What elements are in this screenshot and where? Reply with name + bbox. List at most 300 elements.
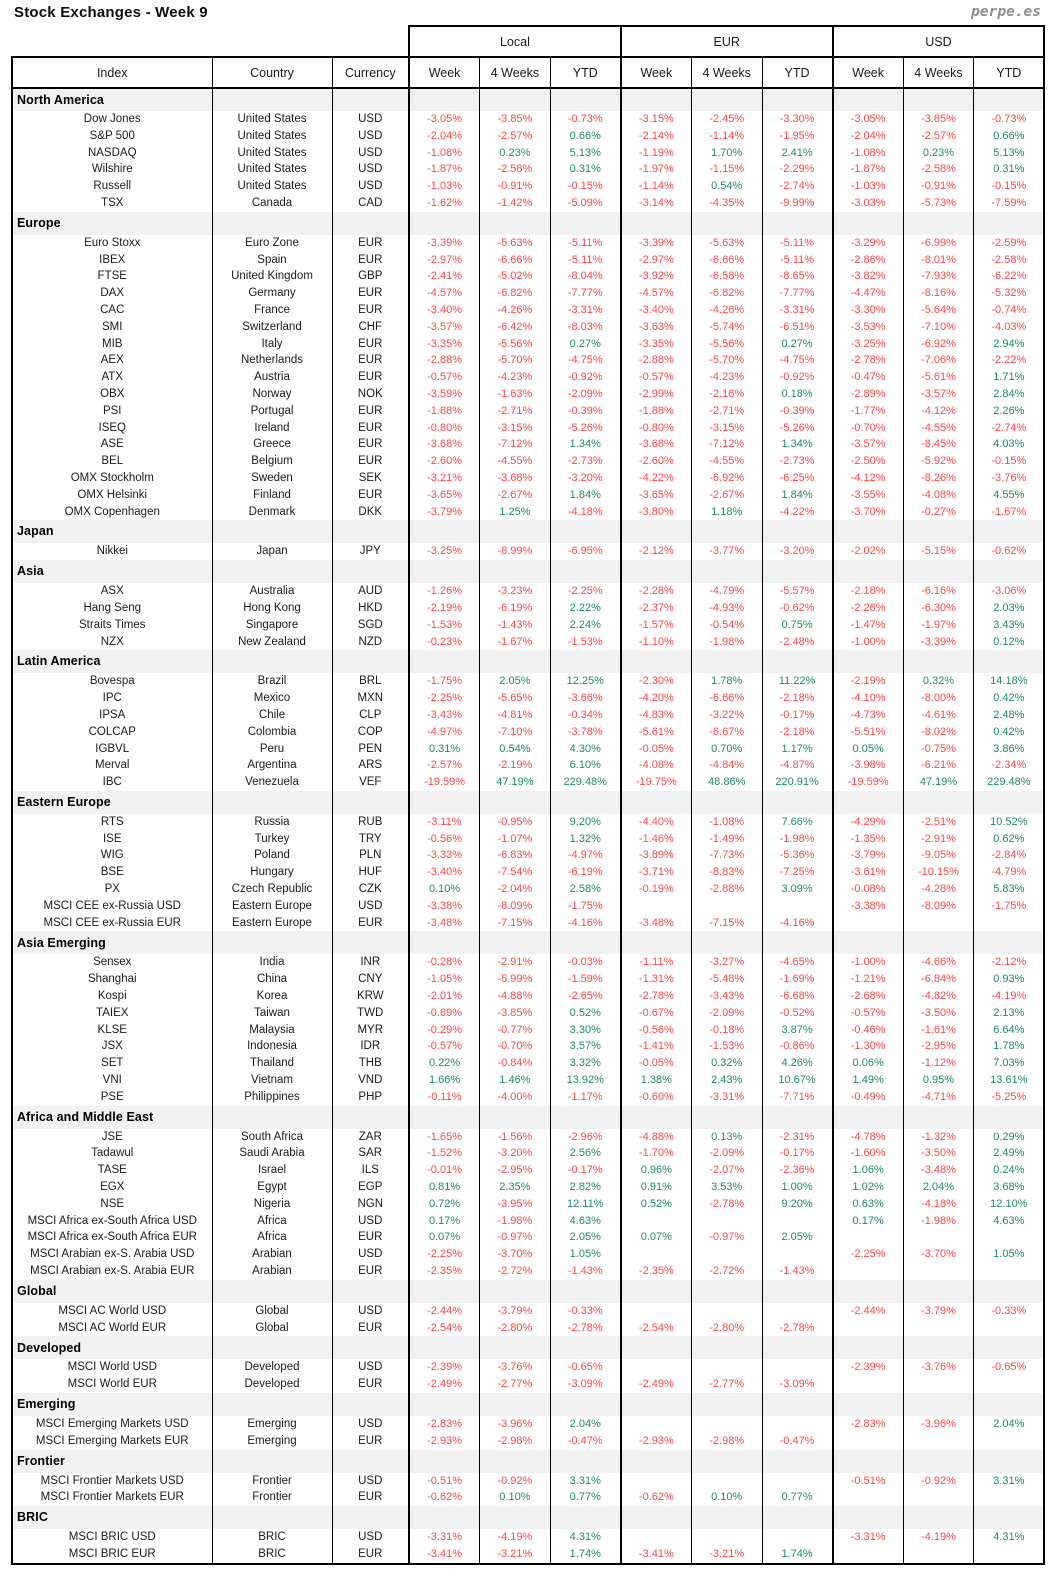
- value-cell: -3.80%: [621, 504, 692, 521]
- column-header-week-local: Week: [409, 57, 480, 88]
- value-cell: -3.21%: [691, 1546, 762, 1564]
- value-cell: -0.52%: [762, 1005, 833, 1022]
- index-cell: KLSE: [12, 1022, 212, 1039]
- country-cell: Brazil: [212, 673, 332, 690]
- value-cell: -6.22%: [974, 268, 1045, 285]
- value-cell: -2.31%: [762, 1129, 833, 1146]
- value-cell: -7.77%: [550, 285, 621, 302]
- value-cell: 12.25%: [550, 673, 621, 690]
- table-row: [12, 583, 1044, 600]
- value-cell: 2.94%: [974, 336, 1045, 353]
- section-fill-cell: [212, 1450, 332, 1473]
- value-cell: -2.09%: [550, 386, 621, 403]
- value-cell: -5.70%: [691, 352, 762, 369]
- value-cell: -7.15%: [480, 915, 551, 932]
- value-cell: -3.85%: [480, 111, 551, 128]
- value-cell: -3.05%: [833, 111, 904, 128]
- value-cell: -4.55%: [691, 453, 762, 470]
- value-cell: [762, 1359, 833, 1376]
- table-row: [12, 1196, 1044, 1213]
- currency-cell: SEK: [332, 470, 409, 487]
- value-cell: 0.62%: [974, 831, 1045, 848]
- value-cell: [903, 1433, 974, 1450]
- value-cell: -2.45%: [691, 111, 762, 128]
- value-cell: -3.76%: [480, 1359, 551, 1376]
- value-cell: -9.99%: [762, 195, 833, 212]
- value-cell: 0.07%: [409, 1229, 480, 1246]
- value-cell: -6.21%: [903, 757, 974, 774]
- index-cell: VNI: [12, 1072, 212, 1089]
- value-cell: 13.61%: [974, 1072, 1045, 1089]
- value-cell: -0.17%: [762, 707, 833, 724]
- value-cell: -2.12%: [974, 954, 1045, 971]
- section-fill-cell: [762, 212, 833, 235]
- value-cell: -0.95%: [480, 814, 551, 831]
- table-row: [12, 1246, 1044, 1263]
- section-fill-cell: [903, 1450, 974, 1473]
- value-cell: -6.83%: [480, 847, 551, 864]
- value-cell: -3.09%: [550, 1376, 621, 1393]
- section-fill-cell: [621, 520, 692, 543]
- value-cell: -3.38%: [409, 898, 480, 915]
- value-cell: 229.48%: [550, 774, 621, 791]
- value-cell: -2.35%: [621, 1263, 692, 1280]
- section-fill-cell: [903, 1506, 974, 1529]
- section-fill-cell: [480, 560, 551, 583]
- value-cell: -10.15%: [903, 864, 974, 881]
- section-fill-cell: [212, 1336, 332, 1359]
- value-cell: 1.18%: [691, 504, 762, 521]
- value-cell: -1.62%: [409, 195, 480, 212]
- value-cell: [833, 1320, 904, 1337]
- value-cell: 1.25%: [480, 504, 551, 521]
- country-cell: Africa: [212, 1213, 332, 1230]
- value-cell: -1.98%: [480, 1213, 551, 1230]
- index-cell: MSCI Emerging Markets USD: [12, 1416, 212, 1433]
- value-cell: -3.29%: [833, 235, 904, 252]
- index-cell: ISE: [12, 831, 212, 848]
- value-cell: -6.16%: [903, 583, 974, 600]
- value-cell: -3.09%: [762, 1376, 833, 1393]
- value-cell: -1.67%: [480, 634, 551, 651]
- country-cell: Frontier: [212, 1473, 332, 1490]
- value-cell: [691, 1303, 762, 1320]
- value-cell: -2.57%: [903, 128, 974, 145]
- currency-cell: ZAR: [332, 1129, 409, 1146]
- value-cell: 0.07%: [621, 1229, 692, 1246]
- currency-cell: PEN: [332, 741, 409, 758]
- section-fill-cell: [480, 1506, 551, 1529]
- value-cell: -2.77%: [691, 1376, 762, 1393]
- value-cell: -0.97%: [691, 1229, 762, 1246]
- value-cell: -5.64%: [903, 302, 974, 319]
- value-cell: -1.17%: [550, 1089, 621, 1106]
- value-cell: -2.88%: [409, 352, 480, 369]
- value-cell: -1.63%: [480, 386, 551, 403]
- value-cell: -4.16%: [762, 915, 833, 932]
- value-cell: -3.70%: [833, 504, 904, 521]
- value-cell: -4.19%: [974, 988, 1045, 1005]
- value-cell: -0.56%: [621, 1022, 692, 1039]
- value-cell: -8.65%: [762, 268, 833, 285]
- value-cell: -1.98%: [903, 1213, 974, 1230]
- value-cell: -3.61%: [833, 864, 904, 881]
- value-cell: -2.51%: [903, 814, 974, 831]
- value-cell: -4.82%: [903, 988, 974, 1005]
- table-row: [12, 319, 1044, 336]
- currency-cell: EUR: [332, 403, 409, 420]
- value-cell: -1.26%: [409, 583, 480, 600]
- value-cell: -0.74%: [974, 302, 1045, 319]
- currency-cell: EUR: [332, 235, 409, 252]
- value-cell: -1.97%: [621, 161, 692, 178]
- section-fill-cell: [974, 1280, 1045, 1303]
- currency-cell: USD: [332, 178, 409, 195]
- section-fill-cell: [480, 1106, 551, 1129]
- value-cell: 0.23%: [480, 145, 551, 162]
- value-cell: -2.73%: [762, 453, 833, 470]
- value-cell: 3.31%: [550, 1473, 621, 1490]
- value-cell: 2.26%: [974, 403, 1045, 420]
- value-cell: [621, 1246, 692, 1263]
- value-cell: -0.17%: [550, 1162, 621, 1179]
- value-cell: -4.23%: [691, 369, 762, 386]
- table-row: [12, 1038, 1044, 1055]
- country-cell: Singapore: [212, 617, 332, 634]
- value-cell: -0.23%: [409, 634, 480, 651]
- section-fill-cell: [762, 1506, 833, 1529]
- value-cell: -0.29%: [409, 1022, 480, 1039]
- value-cell: -0.08%: [833, 881, 904, 898]
- section-fill-cell: [212, 1280, 332, 1303]
- country-cell: South Africa: [212, 1129, 332, 1146]
- value-cell: -2.18%: [762, 724, 833, 741]
- value-cell: -2.25%: [409, 1246, 480, 1263]
- value-cell: -4.57%: [621, 285, 692, 302]
- value-cell: -4.61%: [903, 707, 974, 724]
- country-cell: Italy: [212, 336, 332, 353]
- value-cell: -2.96%: [550, 1129, 621, 1146]
- value-cell: -6.92%: [691, 470, 762, 487]
- section-fill-cell: [903, 560, 974, 583]
- value-cell: 0.31%: [409, 741, 480, 758]
- country-cell: Ireland: [212, 420, 332, 437]
- section-fill-cell: [332, 1336, 409, 1359]
- value-cell: -6.84%: [903, 971, 974, 988]
- table-row: [12, 1263, 1044, 1280]
- section-fill-cell: [974, 1393, 1045, 1416]
- value-cell: [974, 1489, 1045, 1506]
- section-fill-cell: [974, 1506, 1045, 1529]
- value-cell: -2.44%: [409, 1303, 480, 1320]
- value-cell: -3.22%: [691, 707, 762, 724]
- value-cell: -0.28%: [409, 954, 480, 971]
- value-cell: -3.53%: [833, 319, 904, 336]
- section-fill-cell: [833, 1393, 904, 1416]
- value-cell: 0.32%: [903, 673, 974, 690]
- index-cell: MSCI Frontier Markets EUR: [12, 1489, 212, 1506]
- currency-cell: JPY: [332, 543, 409, 560]
- value-cell: -2.25%: [550, 583, 621, 600]
- section-fill-cell: [903, 1336, 974, 1359]
- value-cell: [974, 915, 1045, 932]
- value-cell: -0.19%: [621, 881, 692, 898]
- index-cell: MSCI World USD: [12, 1359, 212, 1376]
- value-cell: 0.24%: [974, 1162, 1045, 1179]
- currency-cell: NOK: [332, 386, 409, 403]
- value-cell: [833, 1376, 904, 1393]
- value-cell: -0.39%: [550, 403, 621, 420]
- value-cell: -0.15%: [974, 453, 1045, 470]
- section-fill-cell: [550, 1106, 621, 1129]
- value-cell: -5.11%: [550, 235, 621, 252]
- value-cell: -4.28%: [903, 881, 974, 898]
- value-cell: -2.49%: [409, 1376, 480, 1393]
- value-cell: -2.77%: [480, 1376, 551, 1393]
- section-fill-cell: [332, 791, 409, 814]
- value-cell: 2.82%: [550, 1179, 621, 1196]
- value-cell: -0.33%: [550, 1303, 621, 1320]
- value-cell: -2.83%: [833, 1416, 904, 1433]
- value-cell: -7.10%: [903, 319, 974, 336]
- value-cell: -0.89%: [409, 1005, 480, 1022]
- value-cell: 0.29%: [974, 1129, 1045, 1146]
- value-cell: -6.99%: [903, 235, 974, 252]
- value-cell: -2.89%: [833, 386, 904, 403]
- index-cell: TSX: [12, 195, 212, 212]
- value-cell: -3.31%: [691, 1089, 762, 1106]
- value-cell: -2.68%: [833, 988, 904, 1005]
- value-cell: 0.54%: [480, 741, 551, 758]
- value-cell: -8.16%: [903, 285, 974, 302]
- value-cell: -4.26%: [691, 302, 762, 319]
- value-cell: -0.56%: [409, 831, 480, 848]
- value-cell: -3.96%: [903, 1416, 974, 1433]
- section-fill-cell: [691, 1506, 762, 1529]
- value-cell: -4.35%: [691, 195, 762, 212]
- table-row: [12, 971, 1044, 988]
- currency-cell: EUR: [332, 336, 409, 353]
- value-cell: -3.40%: [409, 302, 480, 319]
- currency-cell: USD: [332, 128, 409, 145]
- section-title: Japan: [12, 520, 212, 543]
- value-cell: 7.03%: [974, 1055, 1045, 1072]
- value-cell: -4.55%: [480, 453, 551, 470]
- value-cell: -5.63%: [691, 235, 762, 252]
- table-row: [12, 145, 1044, 162]
- value-cell: -5.09%: [550, 195, 621, 212]
- value-cell: 0.17%: [833, 1213, 904, 1230]
- value-cell: [691, 1473, 762, 1490]
- value-cell: 2.84%: [974, 386, 1045, 403]
- value-cell: -5.26%: [550, 420, 621, 437]
- table-row: [12, 1213, 1044, 1230]
- value-cell: -0.54%: [691, 617, 762, 634]
- section-fill-cell: [332, 1106, 409, 1129]
- section-fill-cell: [550, 791, 621, 814]
- table-row: [12, 1359, 1044, 1376]
- value-cell: 2.13%: [974, 1005, 1045, 1022]
- value-cell: -4.12%: [903, 403, 974, 420]
- section-fill-cell: [409, 1450, 480, 1473]
- value-cell: -6.82%: [691, 285, 762, 302]
- section-fill-cell: [691, 791, 762, 814]
- value-cell: 2.05%: [550, 1229, 621, 1246]
- value-cell: -3.68%: [409, 436, 480, 453]
- section-fill-cell: [550, 931, 621, 954]
- value-cell: -2.25%: [833, 1246, 904, 1263]
- value-cell: -7.77%: [762, 285, 833, 302]
- value-cell: -0.73%: [974, 111, 1045, 128]
- value-cell: -1.07%: [480, 831, 551, 848]
- value-cell: -1.10%: [621, 634, 692, 651]
- country-cell: Hungary: [212, 864, 332, 881]
- value-cell: [621, 1359, 692, 1376]
- value-cell: -1.31%: [621, 971, 692, 988]
- index-cell: MSCI Africa ex-South Africa USD: [12, 1213, 212, 1230]
- currency-cell: EUR: [332, 436, 409, 453]
- index-cell: MSCI Africa ex-South Africa EUR: [12, 1229, 212, 1246]
- section-fill-cell: [833, 88, 904, 111]
- value-cell: -3.76%: [903, 1359, 974, 1376]
- value-cell: 0.18%: [762, 386, 833, 403]
- value-cell: -3.48%: [409, 915, 480, 932]
- value-cell: 0.22%: [409, 1055, 480, 1072]
- section-fill-cell: [621, 650, 692, 673]
- section-fill-cell: [691, 560, 762, 583]
- value-cell: 1.34%: [762, 436, 833, 453]
- value-cell: -1.87%: [409, 161, 480, 178]
- section-title: BRIC: [12, 1506, 212, 1529]
- value-cell: [974, 1433, 1045, 1450]
- value-cell: -6.25%: [762, 470, 833, 487]
- value-cell: -2.78%: [833, 352, 904, 369]
- value-cell: 0.23%: [903, 145, 974, 162]
- section-fill-cell: [409, 1106, 480, 1129]
- value-cell: 0.31%: [550, 161, 621, 178]
- currency-cell: EUR: [332, 252, 409, 269]
- section-fill-cell: [332, 1393, 409, 1416]
- index-cell: Wilshire: [12, 161, 212, 178]
- currency-cell: CHF: [332, 319, 409, 336]
- value-cell: -2.80%: [691, 1320, 762, 1337]
- currency-cell: USD: [332, 145, 409, 162]
- value-cell: [833, 1489, 904, 1506]
- section-fill-cell: [762, 88, 833, 111]
- index-cell: BSE: [12, 864, 212, 881]
- value-cell: -5.56%: [691, 336, 762, 353]
- index-cell: MSCI World EUR: [12, 1376, 212, 1393]
- country-cell: Global: [212, 1303, 332, 1320]
- index-cell: SET: [12, 1055, 212, 1072]
- country-cell: Philippines: [212, 1089, 332, 1106]
- section-fill-cell: [621, 1106, 692, 1129]
- value-cell: -3.25%: [833, 336, 904, 353]
- value-cell: -3.43%: [409, 707, 480, 724]
- section-fill-cell: [550, 1336, 621, 1359]
- section-fill-cell: [974, 212, 1045, 235]
- table-row: [12, 1162, 1044, 1179]
- value-cell: -8.03%: [550, 319, 621, 336]
- value-cell: -1.43%: [550, 1263, 621, 1280]
- section-fill-cell: [480, 88, 551, 111]
- value-cell: -0.17%: [762, 1145, 833, 1162]
- value-cell: -1.19%: [621, 145, 692, 162]
- value-cell: 0.17%: [409, 1213, 480, 1230]
- value-cell: 0.95%: [903, 1072, 974, 1089]
- index-cell: MIB: [12, 336, 212, 353]
- value-cell: -5.99%: [480, 971, 551, 988]
- currency-cell: BRL: [332, 673, 409, 690]
- section-fill-cell: [691, 88, 762, 111]
- value-cell: 0.66%: [974, 128, 1045, 145]
- table-row: [12, 915, 1044, 932]
- section-fill-cell: [480, 520, 551, 543]
- section-header-row: [12, 1393, 1044, 1416]
- section-fill-cell: [332, 212, 409, 235]
- currency-cell: DKK: [332, 504, 409, 521]
- value-cell: [974, 1320, 1045, 1337]
- value-cell: 3.86%: [974, 741, 1045, 758]
- value-cell: -0.15%: [550, 178, 621, 195]
- index-cell: ISEQ: [12, 420, 212, 437]
- value-cell: 2.49%: [974, 1145, 1045, 1162]
- value-cell: 3.09%: [762, 881, 833, 898]
- value-cell: -3.33%: [409, 847, 480, 864]
- section-fill-cell: [621, 1280, 692, 1303]
- table-row: [12, 634, 1044, 651]
- value-cell: -1.53%: [550, 634, 621, 651]
- value-cell: 4.30%: [550, 741, 621, 758]
- value-cell: 2.35%: [480, 1179, 551, 1196]
- index-cell: MSCI Frontier Markets USD: [12, 1473, 212, 1490]
- value-cell: -3.55%: [833, 487, 904, 504]
- value-cell: -3.78%: [550, 724, 621, 741]
- section-fill-cell: [833, 931, 904, 954]
- value-cell: -2.29%: [762, 161, 833, 178]
- value-cell: -3.77%: [691, 543, 762, 560]
- site-logo: perpe.es: [971, 4, 1041, 20]
- value-cell: -3.76%: [974, 470, 1045, 487]
- group-header-local: Local: [409, 26, 621, 57]
- section-title: Asia Emerging: [12, 931, 212, 954]
- value-cell: 0.52%: [550, 1005, 621, 1022]
- currency-cell: KRW: [332, 988, 409, 1005]
- currency-cell: EUR: [332, 453, 409, 470]
- value-cell: 1.46%: [480, 1072, 551, 1089]
- section-fill-cell: [550, 212, 621, 235]
- value-cell: [762, 1303, 833, 1320]
- section-title: Eastern Europe: [12, 791, 212, 814]
- value-cell: -2.09%: [691, 1005, 762, 1022]
- table-row: [12, 600, 1044, 617]
- value-cell: -0.80%: [409, 420, 480, 437]
- value-cell: -2.74%: [762, 178, 833, 195]
- value-cell: 1.32%: [550, 831, 621, 848]
- country-cell: Arabian: [212, 1246, 332, 1263]
- value-cell: -3.95%: [480, 1196, 551, 1213]
- currency-cell: EGP: [332, 1179, 409, 1196]
- value-cell: -2.91%: [480, 954, 551, 971]
- value-cell: [621, 898, 692, 915]
- value-cell: -1.70%: [621, 1145, 692, 1162]
- value-cell: -1.59%: [550, 971, 621, 988]
- section-fill-cell: [974, 520, 1045, 543]
- group-header-row: [12, 26, 1044, 57]
- value-cell: -3.35%: [621, 336, 692, 353]
- country-cell: Vietnam: [212, 1072, 332, 1089]
- table-row: [12, 814, 1044, 831]
